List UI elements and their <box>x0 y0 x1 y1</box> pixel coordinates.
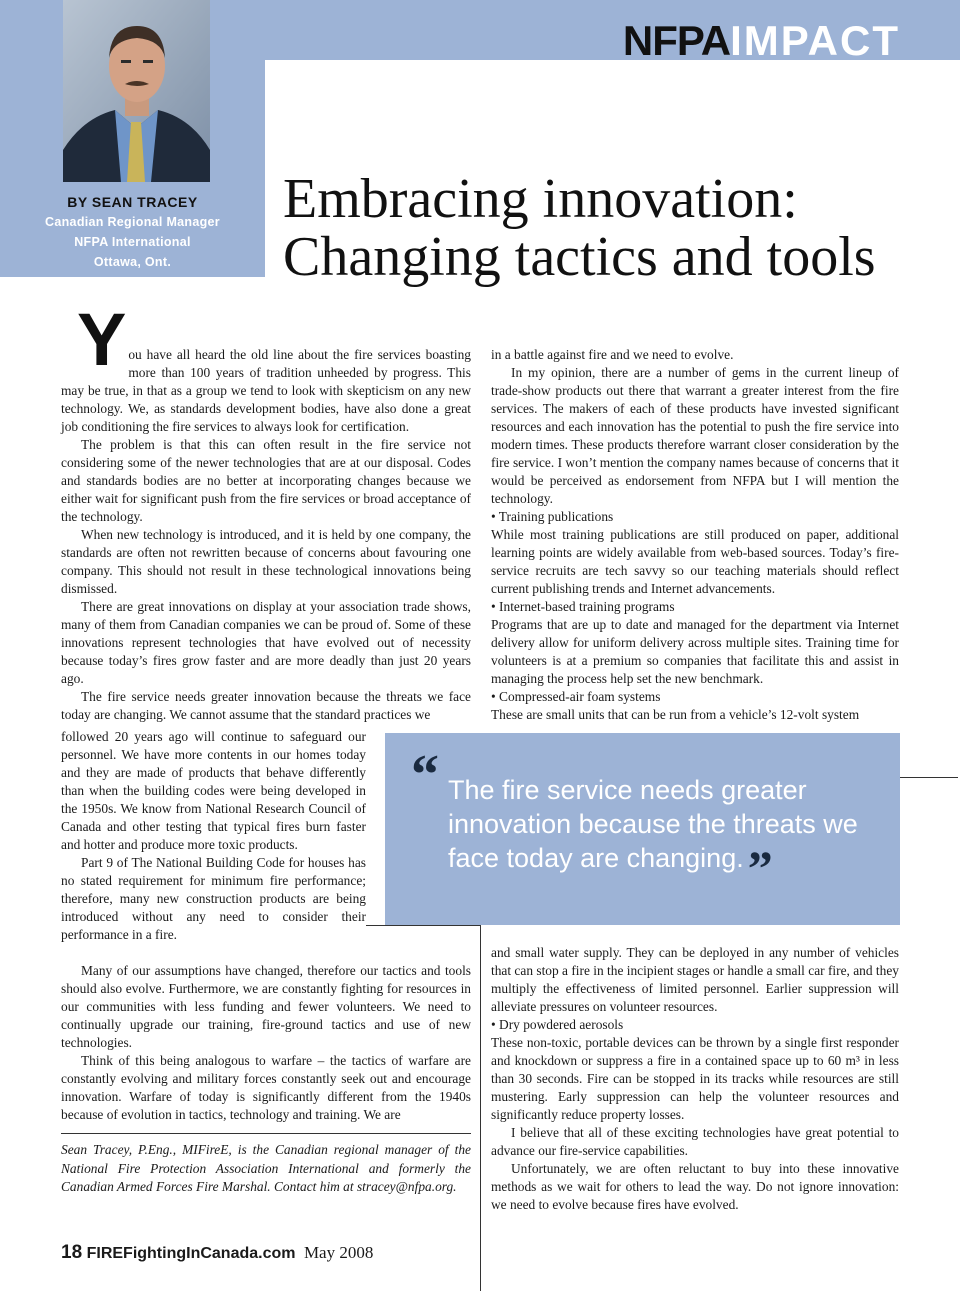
paragraph-1-text: ou have all heard the old line about the fire services boasting more than 100 years of tradition unheeded by progress. This may be true, in that as a group we tend to look with skepticism on any new technology. We, as standards development bodies, have also done a great job conditioning the fire services to always look for certification. <box>61 347 471 434</box>
footer-site: FIREFightingInCanada.com <box>86 1245 296 1262</box>
column-1-bottom <box>61 962 471 1124</box>
bullet-compressed-air-foam: • Compressed-air foam systems <box>491 689 661 704</box>
bullet-2-text: Programs that are up to date and managed for the department via Internet delivery allow for uniform delivery across multiple sites. Training time for volunteers is at a premium so companies that facilitate this and assist in managing the process help set the new benchmark. <box>491 617 899 686</box>
bio-divider <box>61 1133 471 1134</box>
close-quote-mark: ” <box>747 840 773 896</box>
footer-date: May 2008 <box>303 1243 374 1262</box>
pull-quote-body <box>448 773 878 896</box>
bullet-internet-training: • Internet-based training programs <box>491 599 675 614</box>
col2-paragraph-4: Unfortunately, we are often reluctant to buy into these innovative methods as we wait for others to lead the way. Do not ignore innovation: we need to evolve because fires have evolved. <box>491 1161 899 1212</box>
author-portrait-image <box>63 0 210 182</box>
author-byline <box>0 192 265 272</box>
masthead-nfpa: NFPA <box>622 20 731 60</box>
paragraph-4: There are great innovations on display at your association trade shows, many of them from Canadian companies we can be proud of. Some of these innovations represent technologies that have evolved out of necessity because today’s fires grow faster and are more deadly than just 20 years ago. <box>61 599 471 686</box>
masthead-impact: IMPACT <box>730 20 900 60</box>
author-name: BY SEAN TRACEY <box>67 194 198 210</box>
col2-paragraph-1: in a battle against fire and we need to evolve. <box>491 347 734 362</box>
divider-rule <box>366 925 481 926</box>
page-number: 18 <box>61 1242 83 1263</box>
col2-paragraph-3: I believe that all of these exciting technologies have great potential to advance our fire-service capabilities. <box>491 1125 899 1158</box>
author-photo <box>63 0 210 182</box>
col2-paragraph-2: In my opinion, there are a number of gems in the current lineup of trade-show products out there that warrant a greater interest from the fire services. The makers of each of these products have invested significant resources and each innovation has the potential to push the fire service into modern times. These products therefore warrant closer consideration by the fire service. I won’t mention the company names because of concerns that it would be perceived as endorsement from NFPA but I will mention the technology. <box>491 365 899 506</box>
bullet-3-text-a: These are small units that can be run from a vehicle’s 12-volt system <box>491 707 860 722</box>
page-footer <box>61 1242 373 1264</box>
bullet-3-text-b: and small water supply. They can be deployed in any number of vehicles that can stop a fire in the incipient stages or handle a small car fire, and they multiply the effectiveness of limited personnel. Earlier suppression will alleviate pressures on volunteer resources. <box>491 945 899 1014</box>
column-1-narrow <box>61 728 366 944</box>
pull-quote <box>385 733 900 925</box>
drop-cap: Y <box>77 298 127 381</box>
masthead <box>623 20 900 60</box>
pull-quote-text: The fire service needs greater innovation because the threats we face today are changing. <box>448 775 858 873</box>
headline-line-2: Changing tactics and tools <box>283 226 876 288</box>
author-bio: Sean Tracey, P.Eng., MIFireE, is the Canadian regional manager of the National Fire Protection Association International and formerly the Canadian Armed Forces Fire Marshal. Contact him at stracey@nfpa.org. <box>61 1142 471 1194</box>
paragraph-2: The problem is that this can often result in the fire service not considering some of the newer technologies that are at our disposal. Codes and standards bodies are no better at incorporating changes because we either wait for significant push from the fire services or broad acceptance of the technology. <box>61 437 471 524</box>
paragraph-7: Many of our assumptions have changed, therefore our tactics and tools should also evolve. Furthermore, we are constantly fighting for resources in our communities with less funding and fewer volunteers. We need to continually upgrade our training, fire-ground tactics and use of new technologies. <box>61 963 471 1050</box>
paragraph-intro <box>61 298 471 436</box>
author-title: Canadian Regional Manager <box>45 215 220 229</box>
bullet-dry-powdered-aerosols: • Dry powdered aerosols <box>491 1017 624 1032</box>
divider-rule <box>900 777 958 778</box>
column-2-top <box>491 346 899 724</box>
bullet-1-text: While most training publications are still produced on paper, additional learning points are widely available from web-based sources. Today’s fire-service recruits are tech savvy so our teaching materials should reflect current publishing trends and Internet advancements. <box>491 527 899 596</box>
column-2-bottom <box>491 944 899 1214</box>
paragraph-5b: followed 20 years ago will continue to safeguard our personnel. We have more contents in our homes today and they are made of products that behave differently than when the building codes were being developed in the 1950s. We know from National Research Council of Canada and other testing that typical fires burn faster and hotter and produce more toxic products. <box>61 729 366 852</box>
paragraph-5a: The fire service needs greater innovation because the threats we face today are changing. We cannot assume that the standard practices we <box>61 689 471 722</box>
paragraph-3: When new technology is introduced, and it is held by one company, the standards are often not rewritten because of concerns about favouring one company. This should not result in these technological innovations being dismissed. <box>61 527 471 596</box>
open-quote-mark: “ <box>411 744 439 806</box>
column-divider <box>480 925 481 1291</box>
author-location: Ottawa, Ont. <box>93 255 172 269</box>
author-org: NFPA International <box>74 235 191 249</box>
paragraph-6: Part 9 of The National Building Code for houses has no stated requirement for minimum fire performance; therefore, many new construction products are being introduced without any need to consider their performance in a fire. <box>61 855 366 942</box>
column-1-top <box>61 298 471 724</box>
paragraph-8: Think of this being analogous to warfare – the tactics of warfare are constantly evolving and military forces constantly seek out and encourage innovation. Warfare of today is significantly different from the 1940s because of evolution in tactics, technology and training. We are <box>61 1053 471 1122</box>
article-headline <box>283 170 953 286</box>
bullet-4-text: These non-toxic, portable devices can be thrown by a single first responder and knockdown or suppress a fire in a contained space up to 60 m³ in less than 30 seconds. Fire can be stopped in its tracks while resources are still mustering. Early suppression can help the volunteer resources and significantly reduce property losses. <box>491 1035 899 1122</box>
headline-line-1: Embracing innovation: <box>283 168 798 230</box>
bullet-training-publications: • Training publications <box>491 509 614 524</box>
